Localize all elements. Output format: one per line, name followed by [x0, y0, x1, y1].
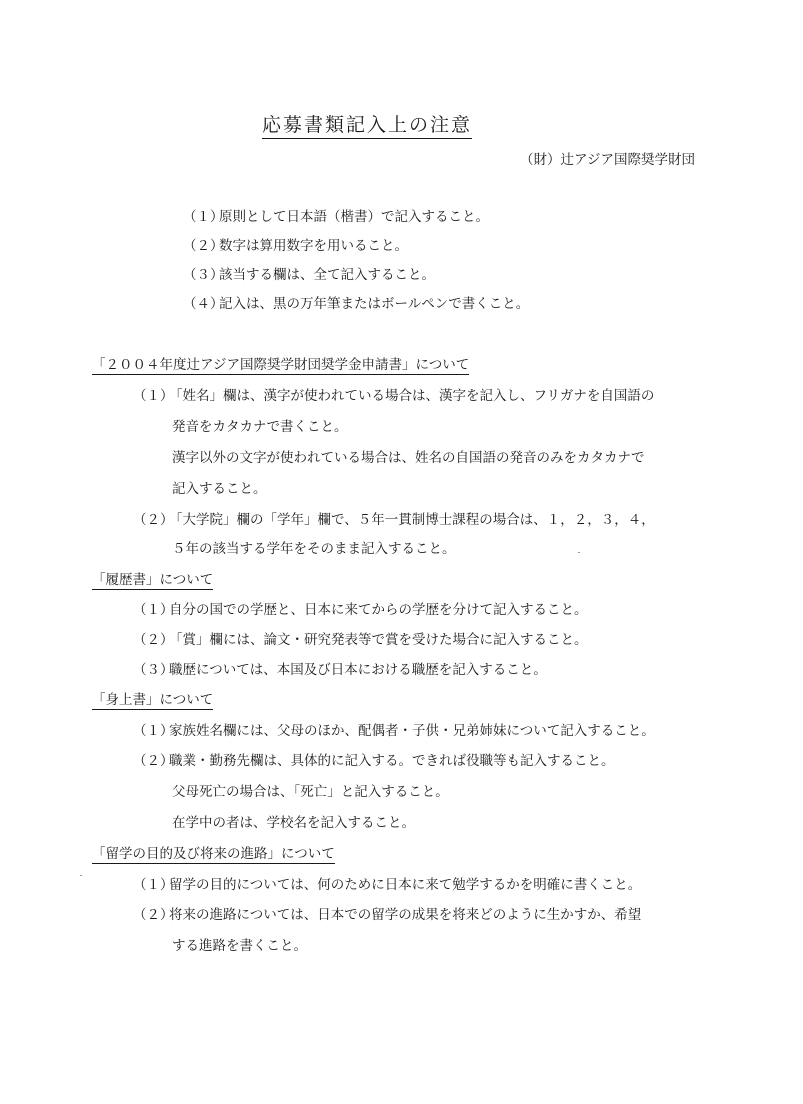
item-text: 「賞」欄には、論文・研究発表等で賞を受けた場合に記入すること。: [169, 632, 588, 648]
item-continuation: 漢字以外の文字が使われている場合は、姓名の自国語の発音のみをカタカナで: [172, 450, 645, 466]
item-number: （２）: [133, 907, 174, 923]
application-item-2: [133, 511, 655, 529]
item-number: （１）: [133, 388, 174, 404]
section-heading-study-purpose: 「留学の目的及び将来の進路」について: [92, 846, 335, 862]
personal-item-2: [133, 752, 615, 770]
resume-item-1: [133, 601, 588, 619]
general-item-1: [183, 208, 489, 226]
item-text: 数字は算用数字を用いること。: [219, 238, 408, 254]
resume-item-2: [133, 631, 588, 649]
general-item-3: [183, 266, 435, 284]
item-text: 自分の国での学歴と、日本に来てからの学歴を分けて記入すること。: [169, 602, 588, 618]
item-number: （１）: [133, 877, 174, 893]
item-number: （２）: [133, 512, 174, 528]
item-text: 「姓名」欄は、漢字が使われている場合は、漢字を記入し、フリガナを自国語の: [169, 388, 655, 404]
item-number: （３）: [183, 267, 224, 283]
item-text: 職業・勤務先欄は、具体的に記入する。できれば役職等も記入すること。: [169, 753, 615, 769]
section-heading-resume: 「履歴書」について: [92, 572, 214, 588]
scan-speck: [80, 875, 82, 876]
item-text: 「大学院」欄の「学年」欄で、５年一貫制博士課程の場合は、１，２，３，４，: [169, 512, 655, 528]
item-continuation: 発音をカタカナで書くこと。: [172, 419, 348, 435]
item-continuation: ５年の該当する学年をそのまま記入すること。: [172, 541, 456, 557]
general-item-2: [183, 237, 408, 255]
item-number: （２）: [183, 238, 224, 254]
item-text: 家族姓名欄には、父母のほか、配偶者・子供・兄弟姉妹について記入すること。: [169, 723, 655, 739]
study-purpose-item-1: [133, 876, 641, 894]
item-text: 将来の進路については、日本での留学の成果を将来どのように生かすか、希望: [169, 907, 642, 923]
item-number: （３）: [133, 662, 174, 678]
page-title: 応募書類記入上の注意: [262, 110, 472, 139]
organization-name: （財）辻アジア国際奨学財団: [520, 152, 695, 168]
item-continuation: 父母死亡の場合は、「死亡」と記入すること。: [172, 784, 449, 800]
item-number: （１）: [183, 209, 224, 225]
application-item-1: [133, 387, 654, 405]
scan-speck: [578, 552, 580, 553]
study-purpose-item-2: [133, 906, 641, 924]
item-number: （１）: [133, 723, 174, 739]
section-heading-application: 「２００４年度辻アジア国際奨学財団奨学金申請書」について: [92, 357, 470, 373]
item-text: 留学の目的については、何のために日本に来て勉学するかを明確に書くこと。: [169, 877, 642, 893]
general-item-4: [183, 295, 529, 313]
item-number: （１）: [133, 602, 174, 618]
item-continuation: する進路を書くこと。: [172, 938, 307, 954]
resume-item-3: [133, 661, 547, 679]
item-text: 該当する欄は、全て記入すること。: [219, 267, 435, 283]
personal-item-1: [133, 722, 655, 740]
item-text: 職歴については、本国及び日本における職歴を記入すること。: [169, 662, 547, 678]
item-number: （２）: [133, 632, 174, 648]
item-continuation: 在学中の者は、学校名を記入すること。: [172, 815, 415, 831]
item-text: 原則として日本語（楷書）で記入すること。: [219, 209, 489, 225]
item-number: （４）: [183, 296, 224, 312]
section-heading-personal: 「身上書」について: [92, 692, 214, 708]
item-number: （２）: [133, 753, 174, 769]
item-continuation: 記入すること。: [172, 481, 267, 497]
item-text: 記入は、黒の万年筆またはボールペンで書くこと。: [219, 296, 530, 312]
